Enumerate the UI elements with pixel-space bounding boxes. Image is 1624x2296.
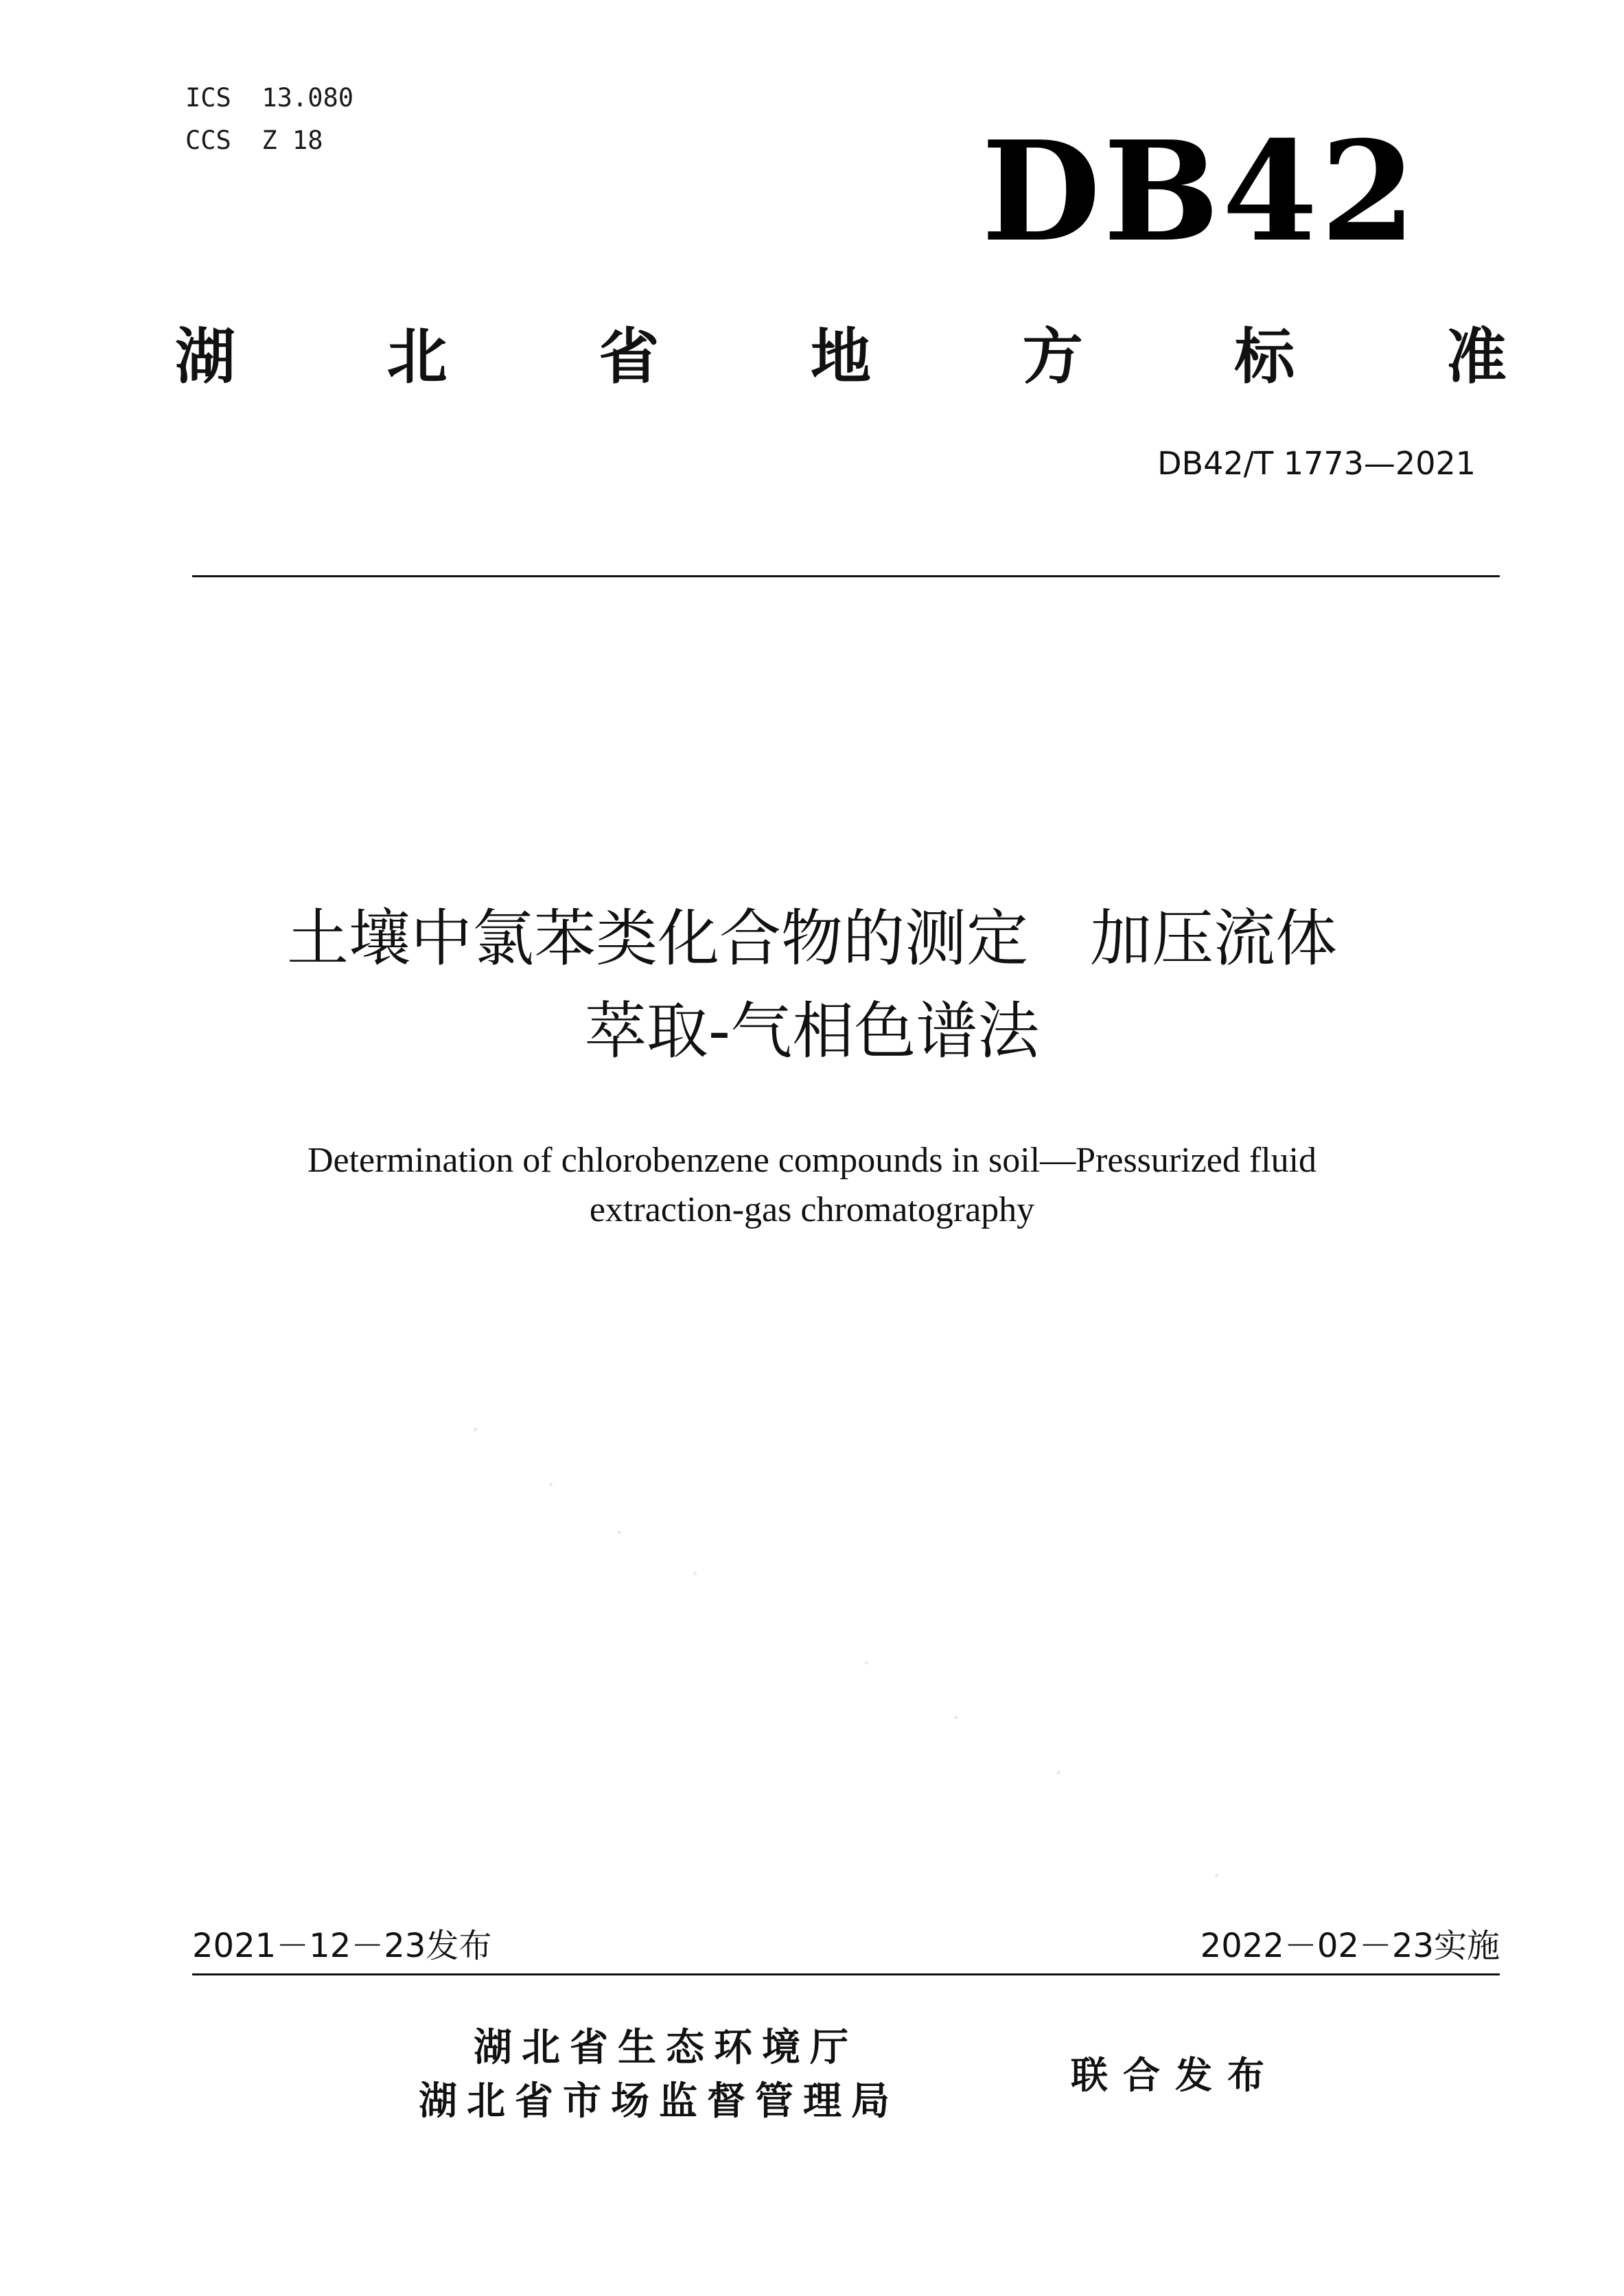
title-chinese-line-2: 萃取-气相色谱法: [584, 995, 1040, 1067]
standard-type-char: 地: [810, 321, 871, 392]
title-english-line-2: extraction-gas chromatography: [589, 1190, 1035, 1229]
speckle: [1057, 1771, 1060, 1774]
standard-logo: DB42: [982, 111, 1419, 272]
speckle: [474, 1428, 477, 1431]
standard-number: DB42/T 1773—2021: [1157, 445, 1476, 482]
speckle: [1215, 1874, 1218, 1877]
speckle: [618, 1531, 621, 1534]
publishers: [419, 2021, 995, 2129]
title-chinese: [126, 892, 1498, 1078]
speckle: [954, 1716, 958, 1719]
standard-type-char: 准: [1446, 321, 1507, 392]
classification-codes: [185, 77, 353, 162]
title-english: [126, 1136, 1498, 1235]
publisher-2: 湖北省市场监督管理局: [419, 2079, 899, 2124]
speckle: [865, 1661, 868, 1665]
footer-divider: [192, 1973, 1500, 1975]
effective-date: 2022－02－23实施: [1200, 1927, 1500, 1965]
speckle: [693, 1572, 697, 1575]
publisher-1: 湖北省生态环境厅: [474, 2026, 858, 2070]
standard-type: [175, 316, 1507, 398]
joint-issue-label: 联合发布: [1071, 2054, 1279, 2097]
standard-type-char: 湖: [175, 321, 236, 392]
standard-type-char: 北: [386, 321, 448, 392]
issue-date: 2021－12－23发布: [192, 1927, 492, 1965]
ics-code: ICS 13.080: [185, 83, 354, 113]
speckle: [549, 1483, 553, 1486]
title-english-line-1: Determination of chlorobenzene compounds in soil—Pressurized fluid: [307, 1141, 1317, 1180]
header-divider: [192, 575, 1500, 577]
title-chinese-line-1: 土壤中氯苯类化合物的测定 加压流体: [287, 903, 1337, 975]
standard-type-char: 标: [1234, 321, 1295, 392]
ccs-code: CCS Z 18: [185, 126, 323, 155]
standard-type-char: 方: [1022, 321, 1083, 392]
standard-type-char: 省: [599, 321, 660, 392]
